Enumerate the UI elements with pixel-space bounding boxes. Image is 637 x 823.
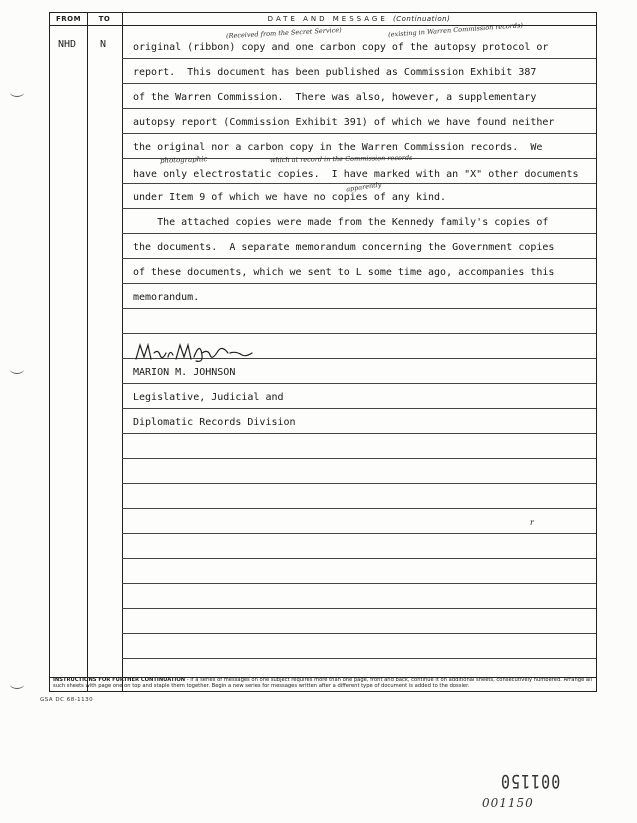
ruled-line [122,508,596,509]
punch-hole-mark [10,365,24,374]
continuation-form [49,12,597,692]
handwritten-document-number: 001150 [482,796,534,810]
handwritten-insertion: apparently [345,180,382,194]
date-message-label: DATE AND MESSAGE [267,15,388,23]
handwritten-insertion: (Received from the Secret Service) [225,25,342,41]
ruled-line [122,233,596,234]
handwritten-mark: r [530,518,534,527]
ruled-line [122,308,596,309]
column-divider-from [87,13,88,691]
signer-title-line-2: Diplomatic Records Division [133,417,296,428]
ruled-line [122,583,596,584]
ruled-line [122,658,596,659]
body-line: autopsy report (Commission Exhibit 391) of which we have found neither [133,117,555,128]
instructions-heading: INSTRUCTIONS FOR FURTHER CONTINUATION [53,677,186,683]
date-message-header [122,13,596,25]
punch-hole-mark [10,88,24,97]
document-number-stamp: 001150 [500,769,561,793]
handwritten-insertion: photographic [159,155,208,165]
body-line: under Item 9 of which we have no copies of any kind. [133,192,447,203]
routing-to: N [100,39,107,50]
body-line: The attached copies were made from the Kennedy family's copies of [133,217,549,228]
from-column-header: FROM [55,15,82,23]
body-line: the original nor a carbon copy in the Warren Commission records. We [133,142,543,153]
ruled-line [122,83,596,84]
punch-hole-mark [10,680,24,689]
ruled-line [122,333,596,334]
to-column-header: TO [98,15,111,23]
ruled-line [122,258,596,259]
body-line: the documents. A separate memorandum concerning the Government copies [133,242,555,253]
body-line: of the Warren Commission. There was also, however, a supplementary [133,92,537,103]
handwritten-insertion: (existing in Warren Commission records) [387,21,524,39]
body-line: of these documents, which we sent to L some time ago, accompanies this [133,267,555,278]
ruled-line [122,283,596,284]
ruled-line [122,633,596,634]
ruled-line [122,433,596,434]
continuation-label: (Continuation) [392,15,451,23]
body-line: memorandum. [133,292,200,303]
ruled-line [122,558,596,559]
body-line: original (ribbon) copy and one carbon copy of the autopsy protocol or [133,42,549,53]
handwritten-insertion: which at record in the Commission records [269,153,413,165]
ruled-line [122,208,596,209]
signature-image [134,339,254,365]
column-divider-to [122,13,123,691]
form-number: GSA DC 68-1130 [40,697,94,703]
instructions-text: - If a series of messages on one subject requires more than one page, front and back, continue it on additional sheets, consecutively numbered. Arrange all such sheets with page one on top and staple them together. Begin a new series for messages written after a different type of document is added to the dossier. [53,677,592,689]
ruled-line [122,108,596,109]
ruled-line [122,383,596,384]
ruled-line [122,133,596,134]
routing-from: NHD [58,39,77,50]
ruled-line [122,458,596,459]
signer-name: MARION M. JOHNSON [133,367,236,378]
body-line: report. This document has been published as Commission Exhibit 387 [133,67,537,78]
ruled-line [122,58,596,59]
ruled-line [122,533,596,534]
ruled-line [122,608,596,609]
signer-title-line-1: Legislative, Judicial and [133,392,284,403]
ruled-line [122,408,596,409]
body-line: have only electrostatic copies. I have marked with an "X" other documents [133,169,579,180]
ruled-line [122,483,596,484]
continuation-instructions [53,677,593,689]
